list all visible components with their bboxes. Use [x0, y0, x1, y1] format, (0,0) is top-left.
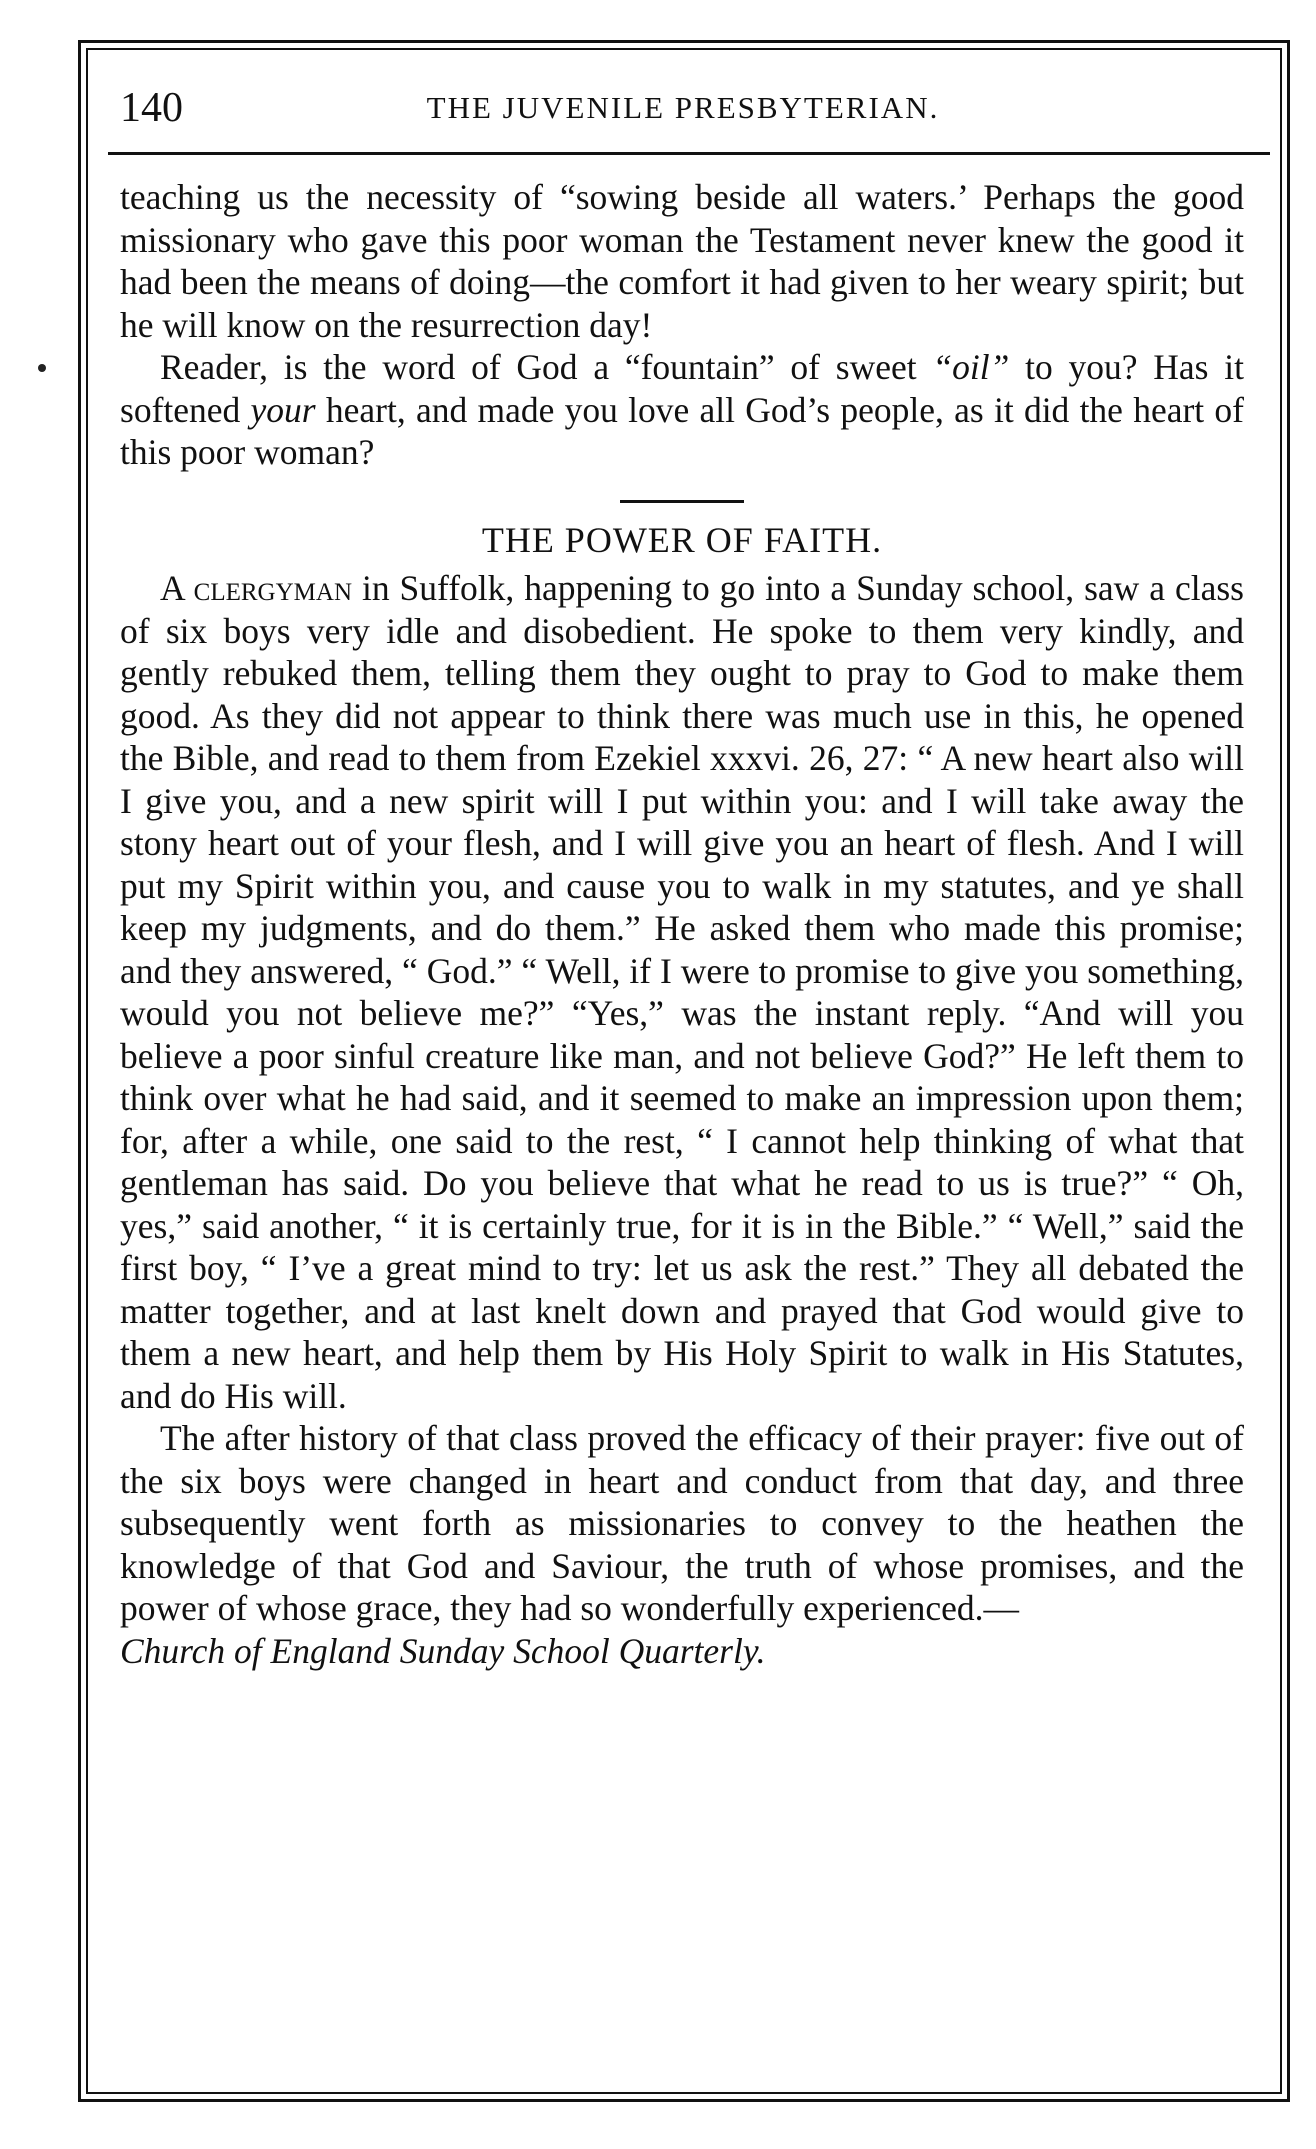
- journal-title: THE JUVENILE PRESBYTERIAN.: [426, 90, 940, 125]
- article-paragraph-1: [120, 567, 1244, 1417]
- article-paragraph-1-body: in Suffolk, happening to go into a Sunday school, saw a class of six boys very idle and disobedient. He spoke to them very kindly, and gently rebuked them, telling them they ought to pray to God to make them good. As they did not appear to think there was much use in this, he opened the Bible, and read to them from Ezekiel xxxvi. 26, 27: “ A new heart also will I give you, and a new spirit will I put within you: and I will take away the stony heart out of your flesh, and I will give you an heart of flesh. And I will put my Spirit within you, and cause you to walk in my statutes, and ye shall keep my judgments, and do them.” He asked them who made this promise; and they answered, “ God.” “ Well, if I were to promise to give you something, would you not believe me?” “Yes,” was the instant reply. “And will you believe a poor sinful creature like man, and not believe God?” He left them to think over what he had said, and it seemed to make an impression upon them; for, after a while, one said to the rest, “ I cannot help thinking of what that gentleman has said. Do you believe that what he read to us is true?” “ Oh, yes,” said another, “ it is certainly true, for it is in the Bible.” “ Well,” said the first boy, “ I’ve a great mind to try: let us ask the rest.” They all debated the matter together, and at last knelt down and prayed that God would give to them a new heart, and help them by His Holy Spirit to walk in His Statutes, and do His will.: [120, 568, 1244, 1416]
- article-paragraph-2: The after history of that class proved the efficacy of their prayer: five out of the six boys were changed in heart and conduct from that day, and three subsequently went forth as missionaries to convey to the heathen the knowledge of that God and Saviour, the truth of whose promises, and the power of whose grace, they had so wonderfully experienced.—: [120, 1418, 1244, 1628]
- running-head: [118, 78, 1248, 138]
- article-paragraph-1-lead: A: [160, 568, 194, 608]
- reader-question-text-3: heart, and made you love all God’s people, as it did the heart of this poor woman?: [120, 389, 1244, 472]
- text-column: [120, 176, 1244, 1672]
- page-number: 140: [120, 85, 183, 131]
- source-attribution: Church of England Sunday School Quarterly.: [120, 1630, 766, 1671]
- your-emphasis: your: [250, 389, 316, 430]
- clergyman-small-caps: clergyman: [193, 568, 352, 608]
- oil-emphasis: “oil”: [932, 347, 1010, 387]
- header-rule: [108, 152, 1270, 155]
- reader-question-paragraph: [120, 346, 1244, 474]
- continued-paragraph: teaching us the necessity of “sowing beside all waters.’ Perhaps the good missionary who gave this poor woman the Testament never knew the good it had been the means of doing—the comfort it had given to her weary spirit; but he will know on the resurrection day!: [120, 177, 1244, 345]
- article-title: THE POWER OF FAITH.: [481, 519, 883, 560]
- margin-mark: [38, 364, 46, 372]
- section-divider-rule: [620, 500, 744, 503]
- reader-question-text-1: Reader, is the word of God a “fountain” of sweet: [160, 347, 933, 387]
- reader-question-text-2: to you? Has it softened: [120, 347, 1244, 430]
